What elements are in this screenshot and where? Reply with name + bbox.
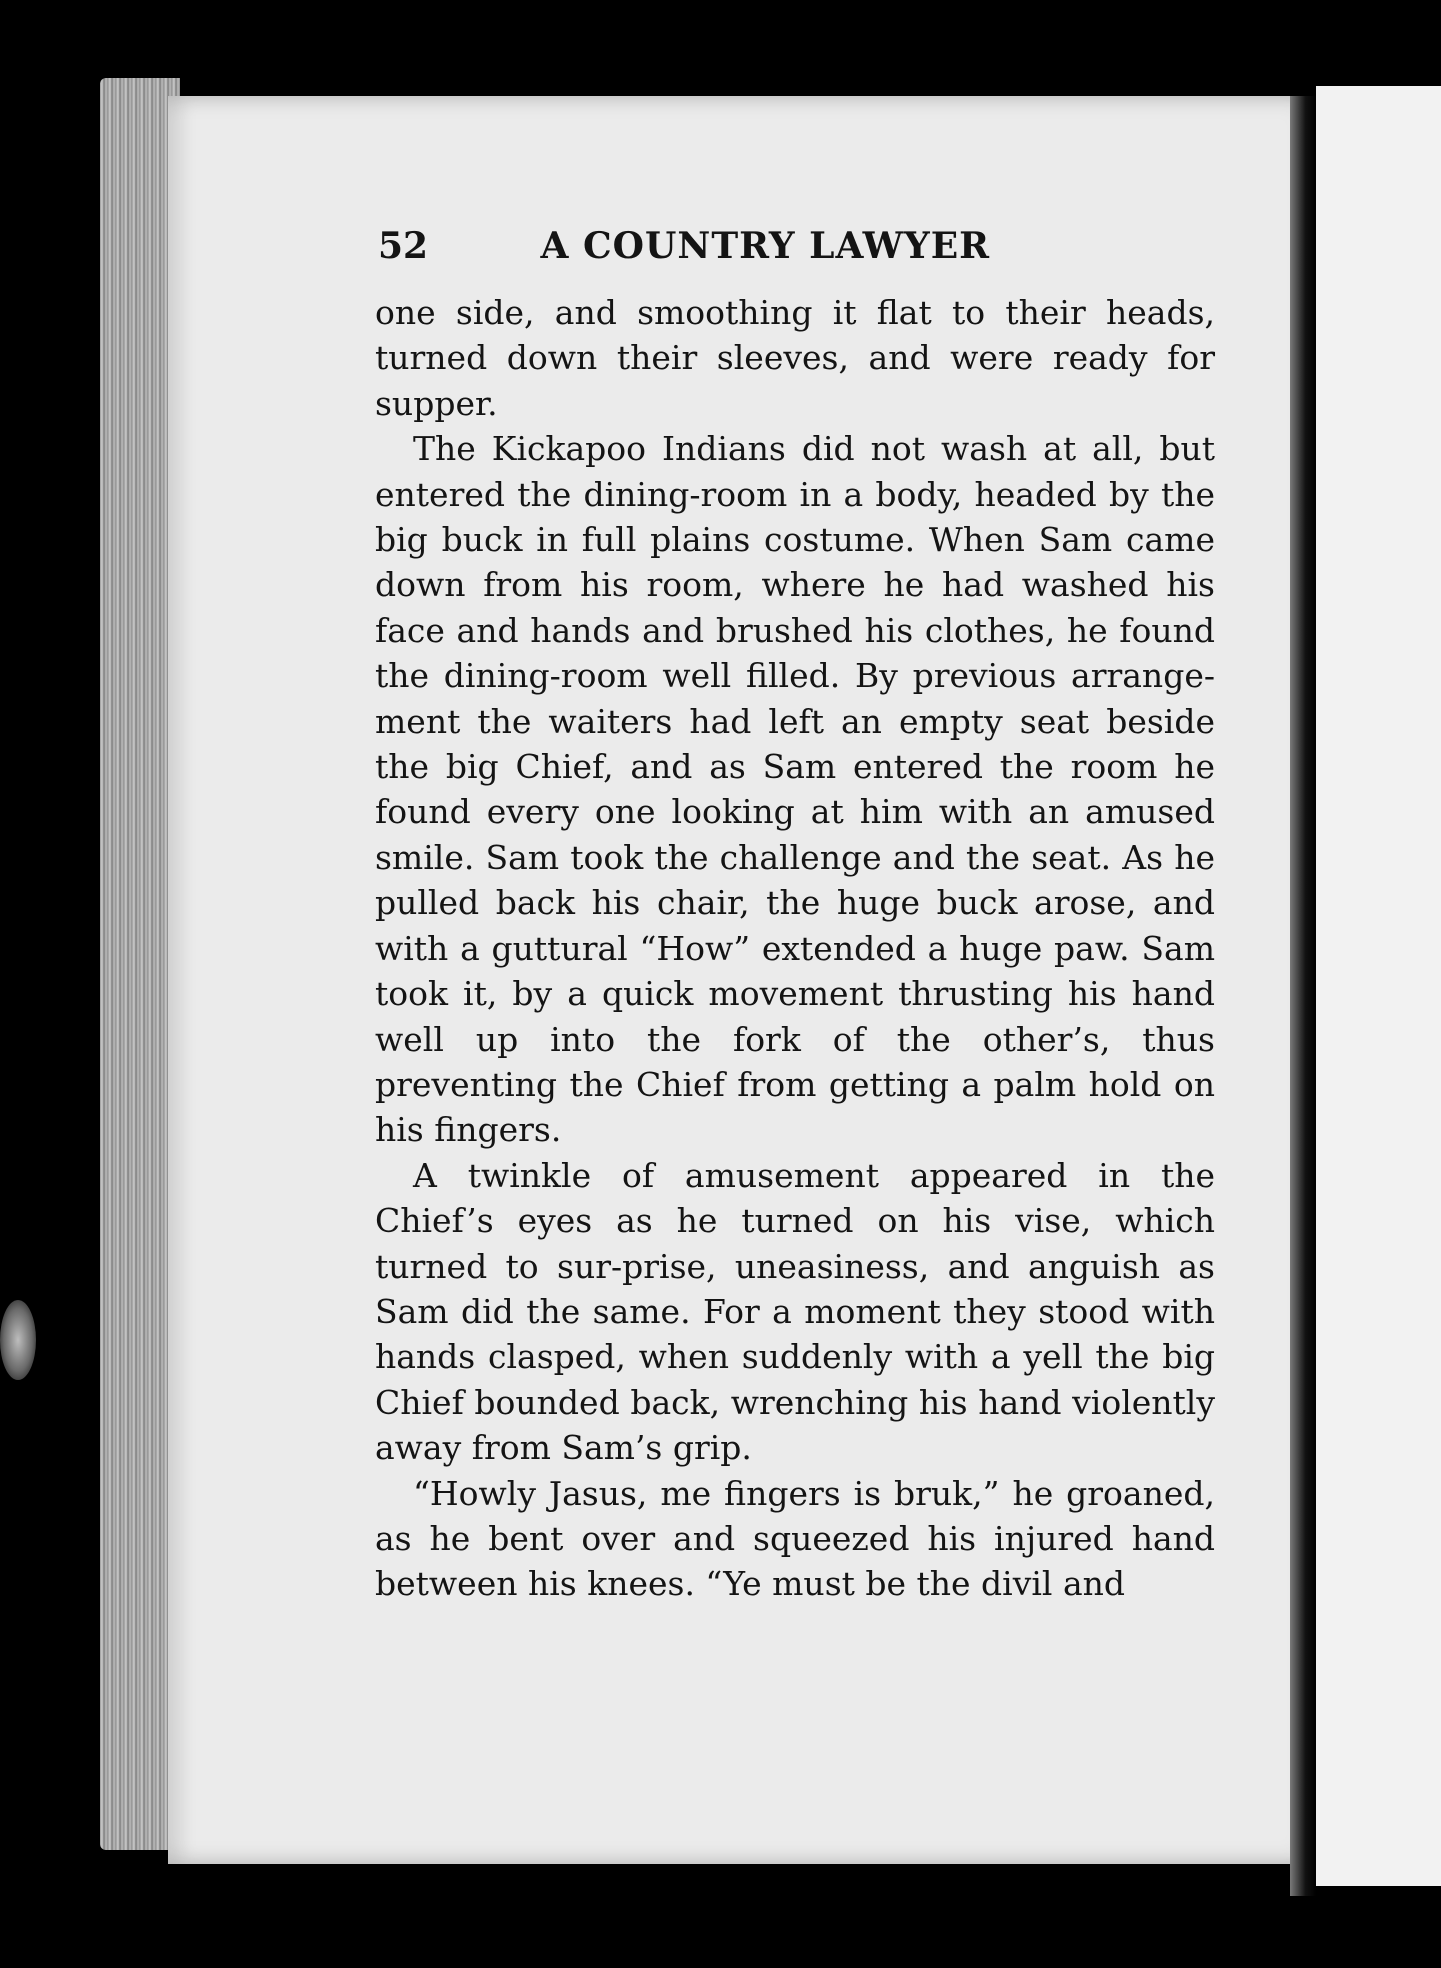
running-head <box>378 225 1218 267</box>
right-page <box>1316 86 1441 1886</box>
paragraph: one side, and smoothing it flat to their heads, turned down their sleeves, and were ready for supper. <box>375 293 1215 423</box>
paragraph: The Kickapoo Indians did not wash at all, but entered the dining-room in a body, headed by the big buck in full plains costume. When Sam came down from his room, where he had washed his face and hands and brushed his clothes, he found the dining-room well filled. By previous arrange-ment the waiters had left an empty seat beside the big Chief, and as Sam entered the room he found every one looking at him with an amused smile. Sam took the challenge and the seat. As he pulled back his chair, the huge buck arose, and with a guttural “How” extended a huge paw. Sam took it, by a quick movement thrusting his hand well up into the fork of the other’s, thus preventing the Chief from getting a palm hold on his fingers. <box>375 429 1215 1150</box>
page-number: 52 <box>378 225 429 267</box>
book-gutter <box>1290 96 1316 1896</box>
ink-blot <box>0 1300 36 1380</box>
body-text <box>375 290 1215 1607</box>
paragraph: A twinkle of amusement appeared in the Chief’s eyes as he turned on his vise, which turned to sur-prise, uneasiness, and anguish as Sam did the same. For a moment they stood with hands clasped, when suddenly with a yell the big Chief bounded back, wrenching his hand violently away from Sam’s grip. <box>375 1155 1215 1468</box>
running-title: A COUNTRY LAWYER <box>540 225 991 267</box>
paragraph: “Howly Jasus, me fingers is bruk,” he groaned, as he bent over and squeezed his injured hand between his knees. “Ye must be the divil and <box>375 1473 1215 1604</box>
